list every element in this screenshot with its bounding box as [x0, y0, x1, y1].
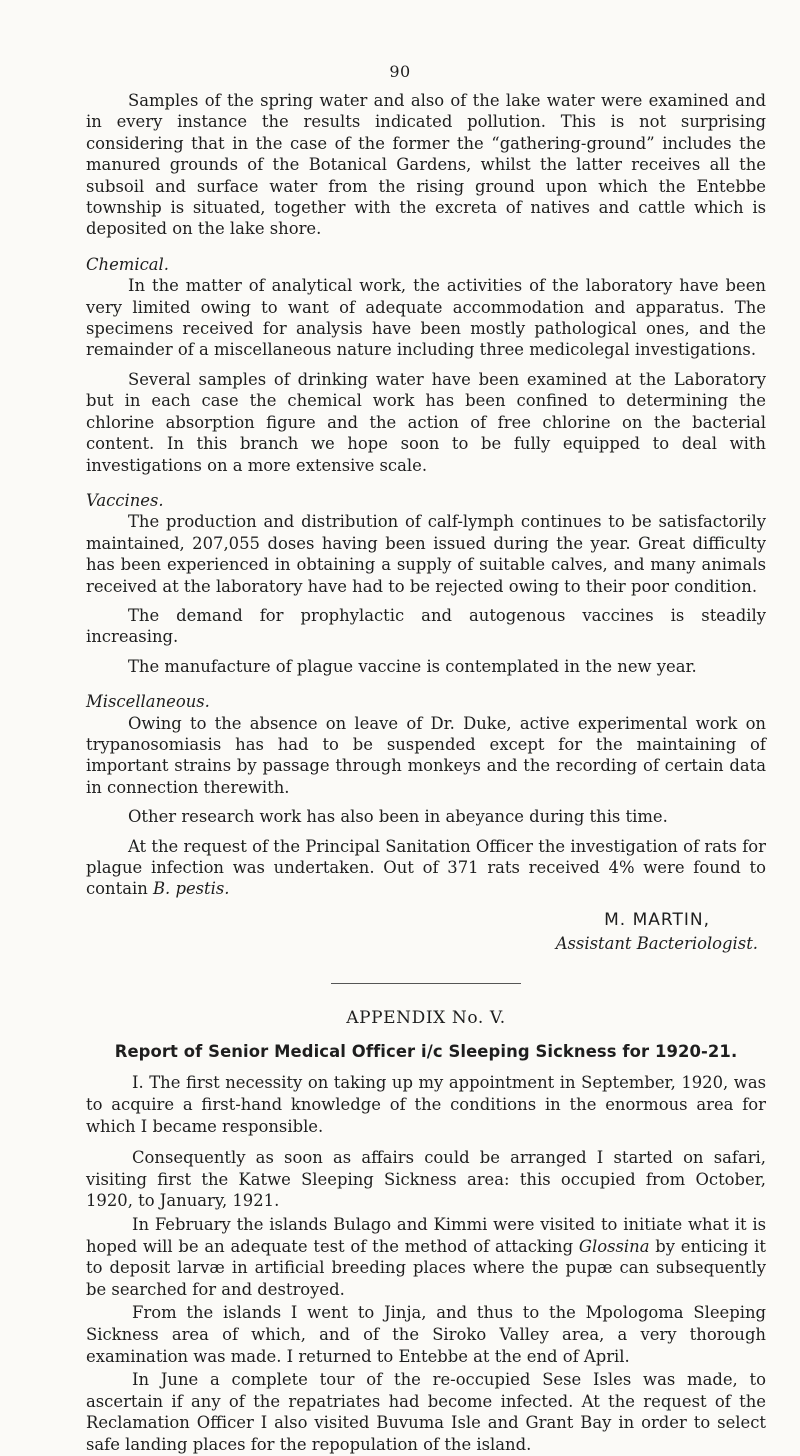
- paragraph-vaccines-1: The production and distribution of calf-lymph continues to be satisfactorily maintained, 207,055 doses having been issued during the year. Great difficulty has been experienced in obtaining a supply of suitable calves, and many animals received at the laboratory have had to be rejected owing to their poor condition.: [86, 512, 766, 596]
- report-paragraph-3: [86, 1214, 766, 1300]
- report-p3-genus: Glossina: [578, 1236, 650, 1256]
- report-title: Report of Senior Medical Officer i/c Sleeping Sickness for 1920-21.: [114, 1042, 738, 1062]
- signature-title: Assistant Bacteriologist.: [555, 934, 758, 954]
- section-divider: [331, 983, 521, 984]
- report-p3-text-c: by enticing it to deposit larvæ in artificial breeding places where the pupæ can subsequently be searched for and destroyed.: [86, 1236, 766, 1299]
- report-paragraph-1: I. The first necessity on taking up my appointment in September, 1920, was to acquire a first-hand knowledge of the conditions in the enormous area for which I became responsible.: [86, 1073, 766, 1136]
- page-number: 90: [389, 62, 411, 81]
- paragraph-vaccines-2: The demand for prophylactic and autogenous vaccines is steadily increasing.: [86, 605, 766, 647]
- paragraph-samples: Samples of the spring water and also of the lake water were examined and in every instance the results indicated pollution. This is not surprising considering that in the case of the former the “gathering-ground” includes the manured grounds of the Botanical Gardens, whilst the latter receives all the subsoil and surface water from the rising ground upon which the Entebbe township is situated, together with the excreta of natives and cattle which is deposited on the lake shore.: [86, 91, 766, 239]
- report-p3-text-a: In February the islands Bulago and Kimmi were visited to initiate what it is hoped will be an adequate test of the method of attacking: [86, 1215, 766, 1256]
- paragraph-misc-2: Other research work has also been in abeyance during this time.: [128, 807, 668, 827]
- paragraph-misc-1: Owing to the absence on leave of Dr. Duke, active experimental work on trypanosomiasis has had to be suspended except for the maintaining of important strains by passage through monkeys and the recording of certain data in connection therewith.: [86, 713, 766, 797]
- heading-miscellaneous: Miscellaneous.: [86, 692, 210, 712]
- appendix-title: APPENDIX No. V.: [346, 1007, 506, 1028]
- report-paragraph-4: From the islands I went to Jinja, and thus to the Mpologoma Sleeping Sickness area of which, and of the Siroko Valley area, a very thorough examination was made. I returned to Entebbe at the end of April.: [86, 1303, 766, 1366]
- report-body: [86, 1072, 766, 1455]
- misc-3-text: At the request of the Principal Sanitation Officer the investigation of rats for plague infection was undertaken. Out of 371 rats received 4% were found to contain: [86, 836, 766, 899]
- misc-3-organism: B. pestis.: [152, 879, 230, 899]
- heading-vaccines: Vaccines.: [86, 490, 164, 510]
- report-paragraph-5: In June a complete tour of the re-occupied Sese Isles was made, to ascertain if any of the repatriates had become infected. At the request of the Reclamation Officer I also visited Buvuma Isle and Grant Bay in order to select safe landing places for the repopulation of the island.: [86, 1370, 766, 1454]
- report-paragraph-2: Consequently as soon as affairs could be arranged I started on safari, visiting first the Katwe Sleeping Sickness area: this occupied from October, 1920, to January, 1921.: [86, 1148, 766, 1211]
- heading-chemical: Chemical.: [86, 254, 169, 274]
- page-content: [86, 90, 766, 1456]
- signature-name: M. MARTIN,: [604, 909, 710, 930]
- paragraph-chemical-1: In the matter of analytical work, the activities of the laboratory have been very limited owing to want of adequate accommodation and apparatus. The specimens received for analysis have been mostly pathological ones, and the remainder of a miscellaneous nature including three medicolegal investigations.: [86, 276, 766, 360]
- paragraph-vaccines-3: The manufacture of plague vaccine is contemplated in the new year.: [128, 656, 697, 676]
- paragraph-misc-3: [86, 836, 766, 900]
- paragraph-chemical-2: Several samples of drinking water have been examined at the Laboratory but in each case the chemical work has been confined to determining the chlorine absorption figure and the action of free chlorine on the bacterial content. In this branch we hope soon to be fully equipped to deal with investigations on a more extensive scale.: [86, 369, 766, 475]
